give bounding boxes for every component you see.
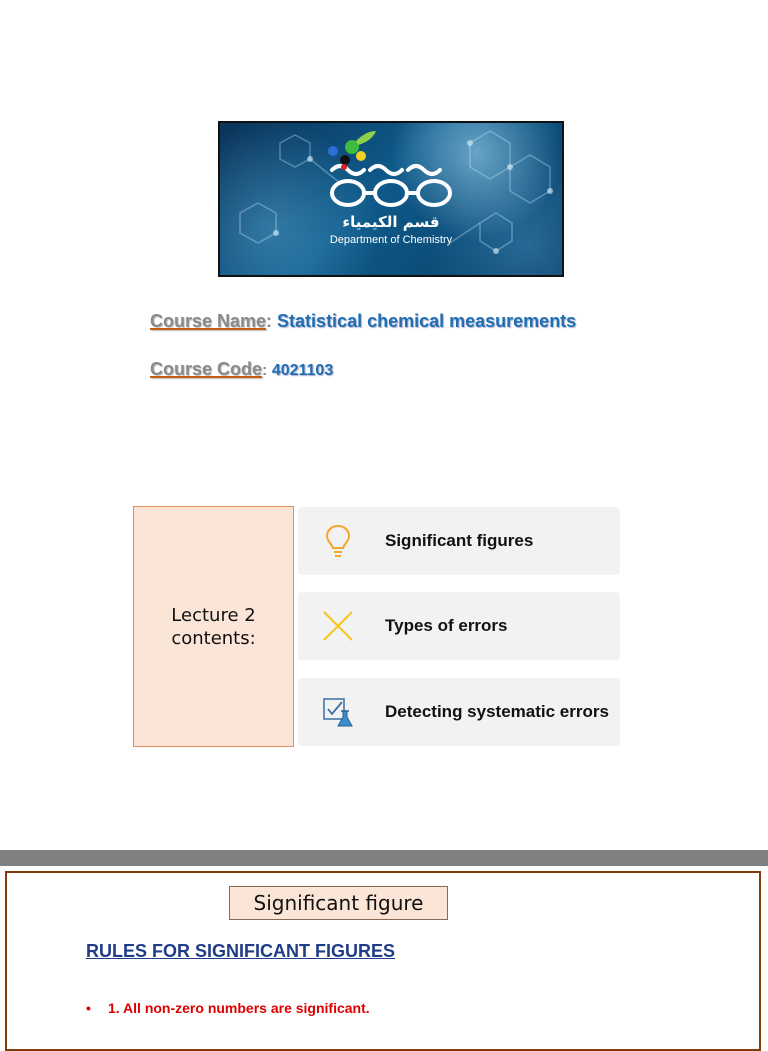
course-name-value: Statistical chemical measurements: [277, 311, 577, 331]
department-banner: [218, 121, 564, 277]
department-name-arabic: قسم الكيمياء: [342, 213, 440, 231]
course-code-separator: :: [262, 362, 272, 379]
course-code-value: 4021103: [271, 362, 334, 379]
bullet-glyph: •: [86, 1000, 91, 1016]
university-logo: [220, 123, 562, 275]
lecture-contents-box: [133, 506, 294, 747]
rule-text: 1. All non-zero numbers are significant.: [108, 1000, 370, 1016]
slide-title: Significant figure: [229, 886, 448, 920]
lightbulb-icon: [318, 521, 358, 561]
contents-item-label: Significant figures: [385, 531, 534, 550]
course-code-label: Course Code: [150, 359, 263, 379]
department-name-english: Department of Chemistry: [329, 234, 453, 246]
contents-item-significant-figures: [298, 507, 620, 575]
contents-item-detecting-systematic-errors: [298, 678, 620, 746]
course-name-separator: :: [266, 311, 278, 331]
rule-item: [86, 1000, 370, 1016]
checklist-flask-icon: [318, 692, 358, 732]
course-code-line: [150, 359, 333, 380]
x-mark-icon: [318, 606, 358, 646]
contents-item-types-of-errors: [298, 592, 620, 660]
contents-item-label: Types of errors: [385, 616, 508, 635]
lecture-contents-title: Lecture 2 contents:: [171, 604, 256, 649]
slide-2: [5, 871, 761, 1051]
course-name-label: Course Name: [150, 311, 267, 331]
course-name-line: [150, 311, 576, 332]
rules-heading: RULES FOR SIGNIFICANT FIGURES: [86, 941, 396, 961]
contents-item-label: Detecting systematic errors: [385, 702, 609, 721]
slide-divider: [0, 850, 768, 866]
